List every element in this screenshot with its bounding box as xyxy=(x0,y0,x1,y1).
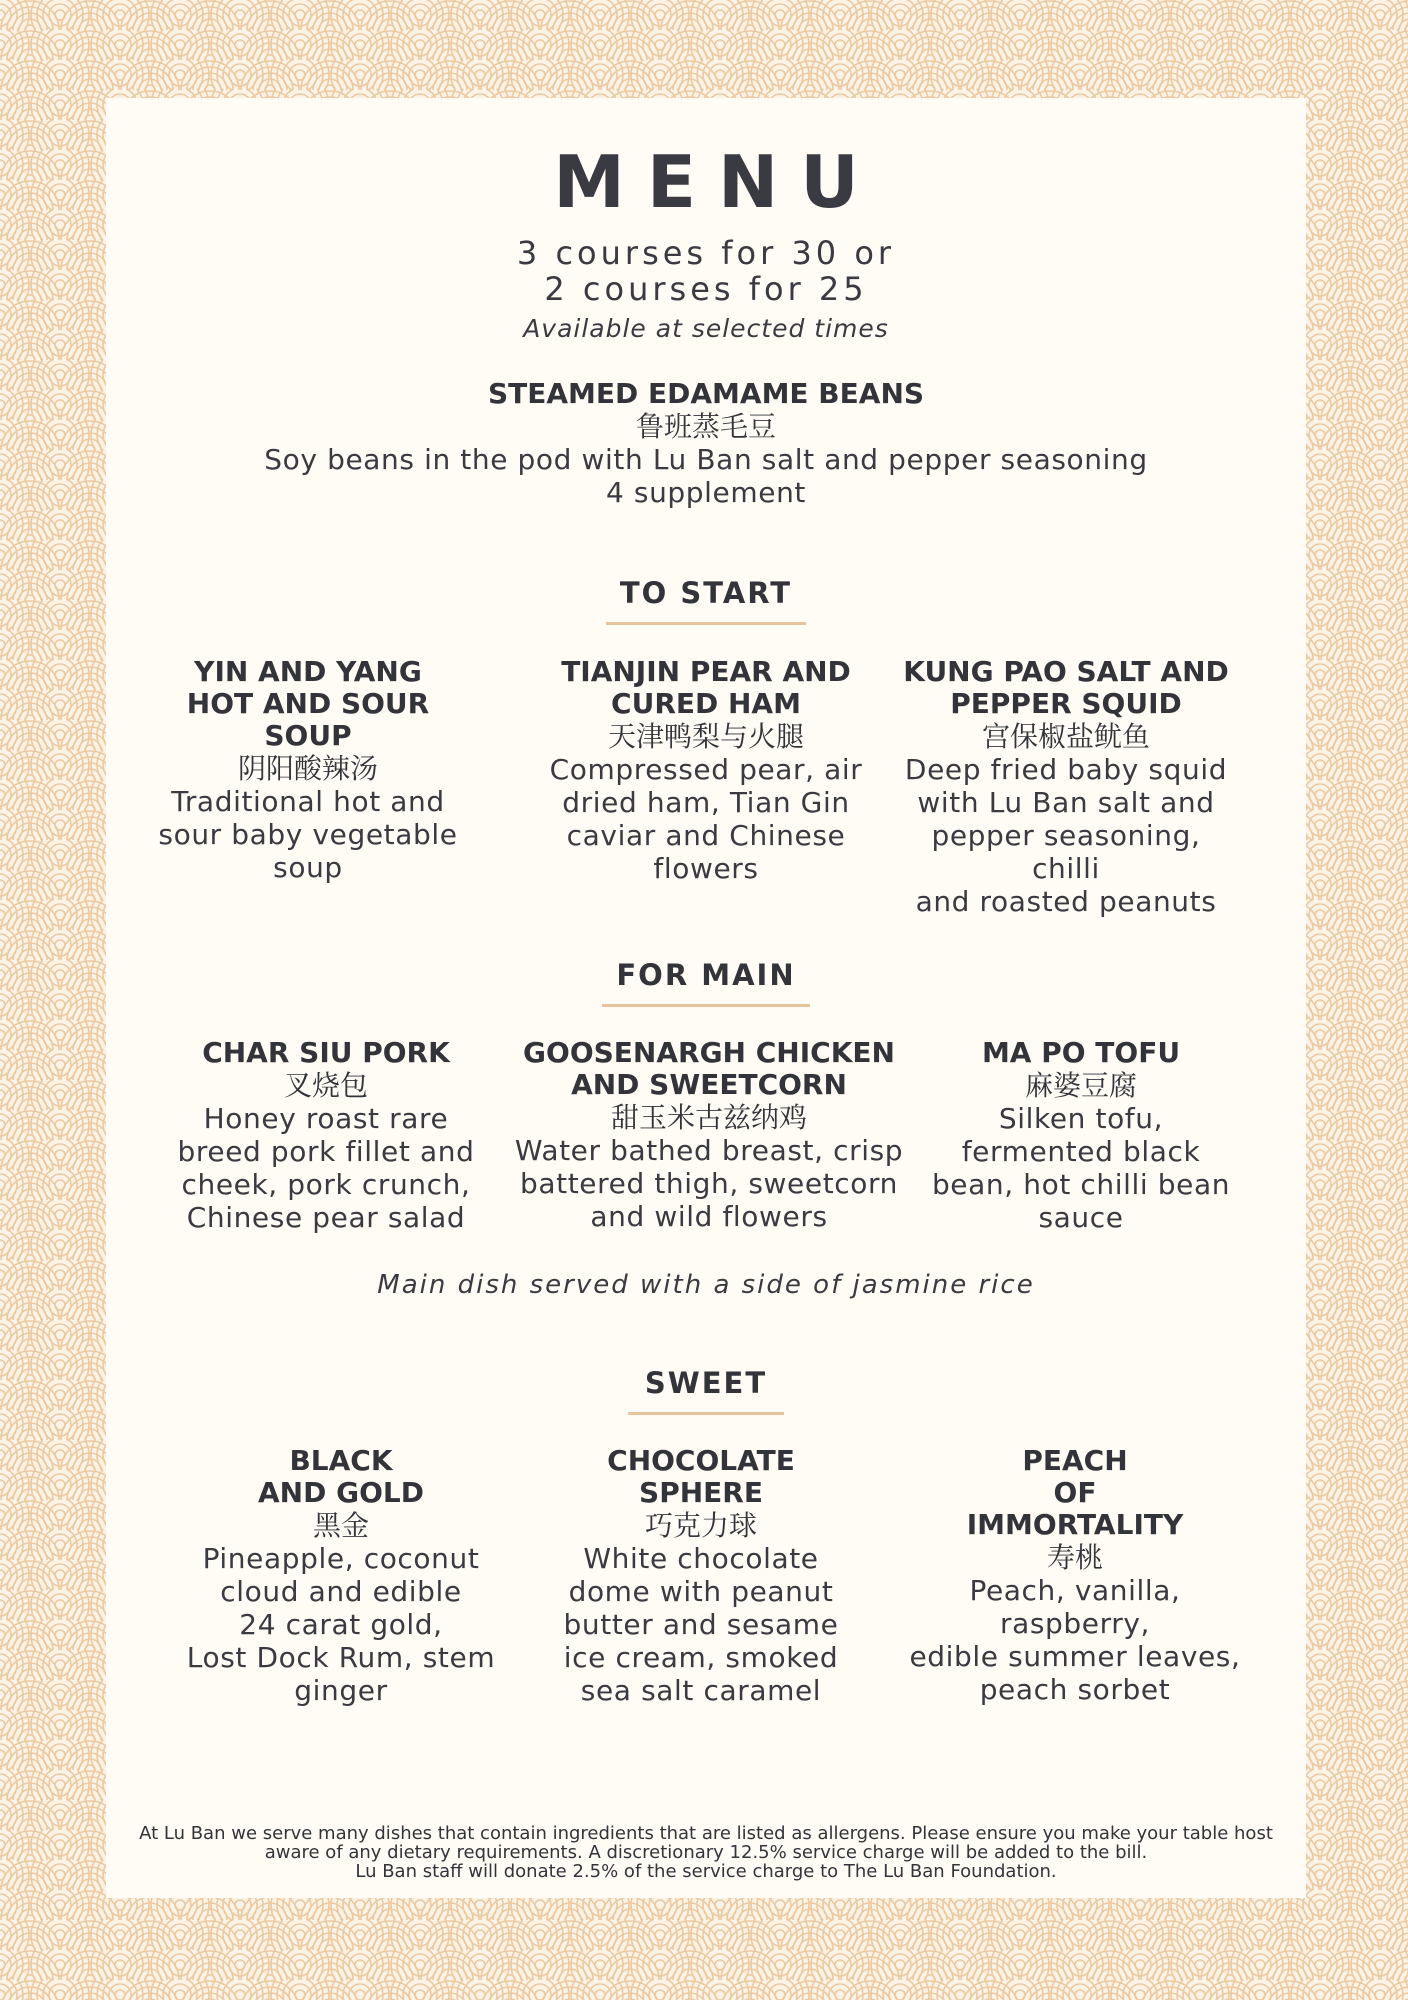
dish-chinese-name: 阴阳酸辣汤 xyxy=(237,752,378,785)
dish-peach-of-immortality xyxy=(890,1445,1260,1706)
dish-chinese-name: 天津鸭梨与火腿 xyxy=(607,720,804,753)
dish-description-line: sauce xyxy=(1038,1201,1124,1234)
dish-description-line: cheek, pork crunch, xyxy=(181,1168,471,1201)
dish-chinese-name: 寿桃 xyxy=(1046,1541,1103,1574)
dish-description-line: pepper seasoning, chilli xyxy=(931,819,1201,885)
dish-chinese-name: 叉烧包 xyxy=(283,1069,368,1102)
dish-name-line: PEACH xyxy=(1022,1444,1128,1477)
section-heading-for-main xyxy=(106,958,1306,1007)
dish-kung-pao-squid xyxy=(896,656,1236,918)
allergen-service-footer xyxy=(106,1824,1306,1881)
dish-goosenargh-chicken xyxy=(504,1037,914,1233)
dish-description-line: butter and sesame xyxy=(563,1608,839,1641)
dish-description-line: and roasted peanuts xyxy=(915,885,1217,918)
dish-description-line: Honey roast rare xyxy=(203,1102,449,1135)
dish-description-line: caviar and Chinese xyxy=(566,819,846,852)
dish-name-line: IMMORTALITY xyxy=(966,1508,1184,1541)
menu-title: MENU xyxy=(553,140,881,224)
section-label: TO START xyxy=(606,576,806,625)
dish-description-line: Lost Dock Rum, stem xyxy=(186,1641,496,1674)
dish-description-line: and wild flowers xyxy=(590,1200,828,1233)
dish-description-line: breed pork fillet and xyxy=(177,1135,475,1168)
dish-name-line: AND GOLD xyxy=(258,1476,424,1509)
dish-description-line: ginger xyxy=(294,1674,388,1707)
featured-dish-chinese: 鲁班蒸毛豆 xyxy=(635,410,776,443)
offer-line-1: 3 courses for 30 or xyxy=(516,234,896,272)
dish-description-line: dried ham, Tian Gin xyxy=(562,786,850,819)
dish-description-line: Water bathed breast, crisp xyxy=(514,1134,904,1167)
footer-line-1: At Lu Ban we serve many dishes that contain ingredients that are listed as allergens. Please ensure you make your table host xyxy=(139,1823,1273,1844)
dish-char-siu-pork xyxy=(166,1037,486,1234)
featured-dish-name: STEAMED EDAMAME BEANS xyxy=(487,377,925,410)
dish-name-line: HOT AND SOUR xyxy=(186,687,430,720)
dish-name-line: CURED HAM xyxy=(611,687,801,720)
dish-chinese-name: 麻婆豆腐 xyxy=(1024,1069,1137,1102)
dish-name-line: TIANJIN PEAR AND xyxy=(561,655,851,688)
dish-description-line: Peach, vanilla, raspberry, xyxy=(969,1574,1181,1640)
featured-dish xyxy=(106,378,1306,509)
dish-name-line: SPHERE xyxy=(639,1476,763,1509)
dish-ma-po-tofu xyxy=(916,1037,1246,1234)
footer-line-3: Lu Ban staff will donate 2.5% of the service charge to The Lu Ban Foundation. xyxy=(355,1861,1057,1882)
dish-chinese-name: 巧克力球 xyxy=(644,1509,757,1542)
dish-description-line: soup xyxy=(273,851,343,884)
dish-description-line: Compressed pear, air xyxy=(549,753,863,786)
dish-description-line: White chocolate xyxy=(583,1542,819,1575)
dish-description-line: Chinese pear salad xyxy=(186,1201,466,1234)
section-label: SWEET xyxy=(628,1366,784,1415)
dish-name-line: SOUP xyxy=(264,719,352,752)
dish-yin-and-yang-soup xyxy=(148,656,468,884)
footer-line-2: aware of any dietary requirements. A discretionary 12.5% service charge will be added to the bill. xyxy=(264,1842,1148,1863)
featured-dish-supplement: 4 supplement xyxy=(605,476,807,509)
section-label: FOR MAIN xyxy=(602,958,809,1007)
dish-name-line: KUNG PAO SALT AND xyxy=(903,655,1229,688)
dish-description-line: flowers xyxy=(653,852,759,885)
dish-description-line: edible summer leaves, xyxy=(909,1640,1241,1673)
section-heading-to-start xyxy=(106,576,1306,625)
dish-name-line: OF xyxy=(1053,1476,1097,1509)
dish-name-line: CHOCOLATE xyxy=(607,1444,795,1477)
dish-name-line: BLACK xyxy=(289,1444,393,1477)
dish-name-line: AND SWEETCORN xyxy=(571,1068,847,1101)
offer-line-2: 2 courses for 25 xyxy=(544,270,868,308)
dish-black-and-gold xyxy=(186,1445,496,1707)
dish-description-line: bean, hot chilli bean xyxy=(931,1168,1231,1201)
dish-name-line: MA PO TOFU xyxy=(981,1036,1181,1069)
dish-description-line: Deep fried baby squid xyxy=(904,753,1228,786)
dish-description-line: Silken tofu, xyxy=(998,1102,1164,1135)
dish-description-line: dome with peanut xyxy=(568,1575,834,1608)
dish-name-line: CHAR SIU PORK xyxy=(202,1036,450,1069)
dish-name-line: PEPPER SQUID xyxy=(950,687,1182,720)
menu-card xyxy=(106,98,1306,1898)
dish-name-line: GOOSENARGH CHICKEN xyxy=(523,1036,895,1069)
dish-description-line: peach sorbet xyxy=(979,1673,1171,1706)
dish-description-line: battered thigh, sweetcorn xyxy=(520,1167,898,1200)
dish-description-line: fermented black xyxy=(961,1135,1201,1168)
dish-description-line: with Lu Ban salt and xyxy=(917,786,1215,819)
availability-note: Available at selected times xyxy=(523,314,889,343)
dish-description-line: sour baby vegetable xyxy=(158,818,458,851)
dish-description-line: Pineapple, coconut xyxy=(202,1542,480,1575)
dish-chinese-name: 黑金 xyxy=(312,1509,369,1542)
dish-description-line: cloud and edible xyxy=(220,1575,462,1608)
main-dish-rice-note: Main dish served with a side of jasmine rice xyxy=(377,1270,1035,1300)
dish-chinese-name: 甜玉米古兹纳鸡 xyxy=(610,1101,807,1134)
dish-description-line: 24 carat gold, xyxy=(239,1608,443,1641)
dish-chinese-name: 宫保椒盐鱿鱼 xyxy=(981,720,1150,753)
dish-description-line: Traditional hot and xyxy=(171,785,445,818)
section-heading-sweet xyxy=(106,1366,1306,1415)
dish-description-line: ice cream, smoked xyxy=(563,1641,839,1674)
featured-dish-description: Soy beans in the pod with Lu Ban salt and pepper seasoning xyxy=(264,443,1148,476)
dish-description-line: sea salt caramel xyxy=(580,1674,822,1707)
dish-name-line: YIN AND YANG xyxy=(194,655,422,688)
dish-chocolate-sphere xyxy=(536,1445,866,1707)
dish-tianjin-pear-cured-ham xyxy=(516,656,896,885)
